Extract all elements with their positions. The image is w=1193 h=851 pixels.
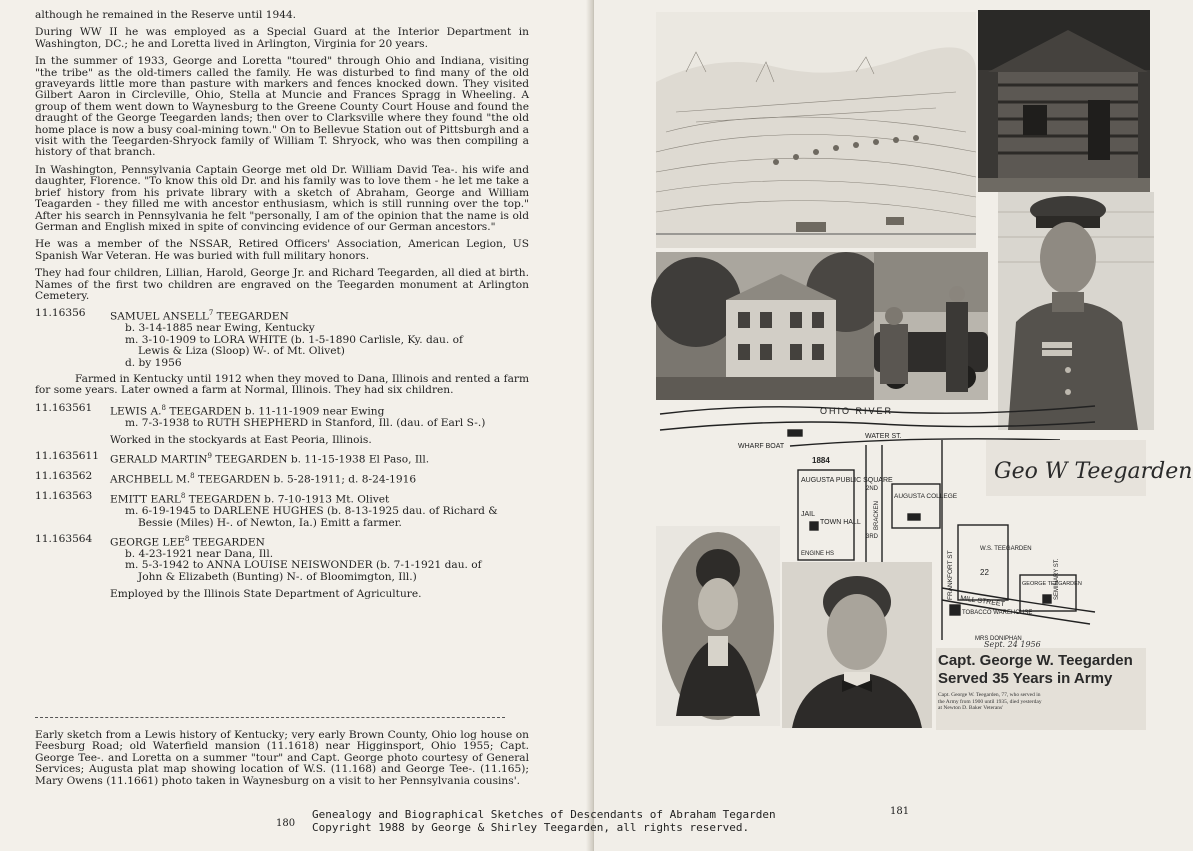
entry-surname: TEEGARDEN bbox=[213, 310, 289, 323]
signature: Geo W Teegarden bbox=[994, 459, 1193, 484]
entry-line: m. 5-3-1942 to ANNA LOUISE NEISWONDER (b. 7-1-1921 dau. of bbox=[125, 559, 482, 572]
newspaper-clipping bbox=[936, 640, 1146, 730]
entry-line: m. 6-19-1945 to DARLENE HUGHES (b. 8-13-1925 dau. of Richard & bbox=[125, 505, 498, 518]
entry-line: d. by 1956 bbox=[125, 356, 182, 369]
clipping-body: Capt. George W. Teegarden, 77, who served in the Army from 1900 until 1935, died yesterday at Newton D. Baker Veterans' bbox=[938, 692, 1042, 711]
entry-name: GERALD MARTIN bbox=[110, 454, 208, 466]
log-house-photo bbox=[978, 10, 1150, 192]
entry-detail: TEEGARDEN b. 11-11-1909 near Ewing bbox=[165, 405, 385, 418]
entry-number: 11.163562 bbox=[35, 470, 93, 483]
waterfield-mansion-photo bbox=[656, 252, 876, 400]
paragraph: although he remained in the Reserve until 1944. bbox=[35, 9, 297, 21]
map-label-engine-hs: ENGINE HS bbox=[801, 551, 835, 557]
entry-note: Employed by the Illinois State Department of Agriculture. bbox=[110, 588, 422, 601]
paragraph: He was a member of the NSSAR, Retired Officers' Association, American Legion, US Spanish War Veteran. He was buried with full military honors. bbox=[35, 238, 529, 262]
clipping-headline-line1: Capt. George W. Teegarden bbox=[938, 652, 1133, 669]
mary-owens-portrait bbox=[656, 526, 780, 726]
entry-line: John & Elizabeth (Bunting) N-. of Bloomimgton, Ill.) bbox=[138, 570, 417, 583]
page-number-right: 181 bbox=[890, 806, 910, 817]
entry-line: m. 7-3-1938 to RUTH SHEPHERD in Stanford, Ill. (dau. of Earl S-.) bbox=[125, 416, 486, 429]
genealogy-entry-gerald bbox=[35, 451, 529, 466]
map-label-george-teegarden: GEORGE TEEGARDEN bbox=[1022, 581, 1082, 587]
map-label-mill-street: MILL STREET bbox=[959, 595, 1006, 609]
man-portrait bbox=[782, 562, 932, 728]
entry-name: GEORGE LEE bbox=[110, 536, 185, 549]
entry-number: 11.163564 bbox=[35, 533, 93, 546]
map-label-3rd: 3RD bbox=[866, 534, 879, 540]
map-label-2nd: 2ND bbox=[866, 486, 879, 492]
paragraph: In Washington, Pennsylvania Captain George met old Dr. William David Tea-. his wife and daughter, Florence. "To know this old Dr. and his family was to love them - he let me take a brief history from his private library with a sketch of Abraham, George and William Teagarden - they filled me with ancestor enthusiasm, which is still running over the top." After his search in Pennsylvania he felt "personally, I am of the opinion that the name is old German and English mixed in spite of convincing evidence of our German ancestors." bbox=[35, 163, 529, 233]
entry-detail: TEEGARDEN b. 7-10-1913 Mt. Olivet bbox=[185, 493, 390, 506]
map-label-ws-teegarden: W.S. TEEGARDEN bbox=[980, 546, 1032, 552]
entry-line: b. 3-14-1885 near Ewing, Kentucky bbox=[125, 322, 315, 335]
left-page-text bbox=[35, 10, 529, 606]
map-label-town-hall: TOWN HALL bbox=[820, 519, 861, 526]
footer-title: Genealogy and Biographical Sketches of Descendants of Abraham Tegarden bbox=[312, 808, 776, 821]
right-page bbox=[594, 0, 1193, 851]
map-label-wharf: WHARF BOAT bbox=[738, 443, 785, 450]
map-label-tobacco-warehouse: TOBACCO WAREHOUSE bbox=[962, 610, 1033, 616]
map-label-water-st: WATER ST. bbox=[865, 433, 902, 440]
entry-detail: TEEGARDEN b. 5-28-1911; d. 8-24-1916 bbox=[194, 473, 417, 486]
map-label-frankfort-st: FRANKFORT ST bbox=[947, 550, 954, 600]
entry-line: Lewis & Liza (Sloop) W-. of Mt. Olivet) bbox=[138, 345, 345, 358]
entry-line: m. 3-10-1909 to LORA WHITE (b. 1-5-1890 Carlisle, Ky. dau. of bbox=[125, 333, 463, 346]
genealogy-entry-samuel bbox=[35, 308, 529, 369]
entry-line: b. 4-23-1921 near Dana, Ill. bbox=[125, 548, 274, 561]
generation-number: 9 bbox=[207, 452, 212, 461]
entry-note: Worked in the stockyards at East Peoria, Illinois. bbox=[110, 434, 372, 447]
genealogy-entry-emitt bbox=[35, 491, 529, 529]
map-label-augusta-public-square: AUGUSTA PUBLIC SQUARE bbox=[801, 477, 893, 484]
page-footer bbox=[312, 808, 776, 834]
map-label-augusta-college: AUGUSTA COLLEGE bbox=[894, 493, 958, 500]
generation-number: 8 bbox=[184, 535, 190, 544]
map-label-river: OHIO RIVER bbox=[820, 406, 894, 416]
generation-number: 7 bbox=[208, 309, 214, 318]
entry-name: EMITT EARL bbox=[110, 493, 181, 506]
captain-george-portrait bbox=[998, 192, 1154, 430]
paragraph: In the summer of 1933, George and Loretta "toured" through Ohio and Indiana, visiting "the tribe" as the old-timers called the family. He was disturbed to find many of the old graveyards little more than pasture with markers and fences knocked down. They visited Gilbert Aaron in Circleville, Ohio, Stella at Muncie and Frances Spragg in Wheeling. A group of them went down to Waynesburg to the Greene County Court House and found the draught of the George Teegarden lands; then over to Clarksville where they found "the old home place is now a busy coal-mining town." On to Bellevue Station out of Pittsburgh and a visit with the Teegarden-Shryock family of William T. Shryock, who was then compiling a history of that branch. bbox=[35, 55, 529, 159]
page-number-left: 180 bbox=[276, 818, 296, 829]
clipping-headline bbox=[938, 652, 1133, 688]
entry-name: ARCHBELL M. bbox=[110, 473, 191, 486]
genealogy-entry-george-lee bbox=[35, 534, 529, 601]
summer-tour-photo bbox=[874, 252, 988, 400]
entry-name: LEWIS A. bbox=[110, 405, 162, 418]
generation-number: 8 bbox=[180, 492, 186, 501]
generation-number: 8 bbox=[161, 403, 166, 412]
entry-number: 11.163563 bbox=[35, 490, 93, 503]
landscape-sketch bbox=[656, 12, 976, 248]
clipping-headline-line2: Served 35 Years in Army bbox=[938, 670, 1113, 687]
paragraph: During WW II he was employed as a Special Guard at the Interior Department in Washington, DC.; he and Loretta lived in Arlington, Virginia for 20 years. bbox=[35, 26, 529, 50]
map-label-mrs-doniphan: MRS DONIPHAN bbox=[975, 636, 1022, 642]
photo-caption: Early sketch from a Lewis history of Kentucky; very early Brown County, Ohio log house on Feesburg Road; old Waterfield mansion (11.1618) near Higginsport, Ohio 1955; Capt. George Tee-. and Loretta on a summer "tour" and Capt. George photo courtesy of General Services; Augusta plat map showing location of W.S. (11.168) and George Tee-. (11.165); Mary Owens (11.1661) photo taken in Waynesburg on a visit to her Pennsylvania cousins'. bbox=[35, 729, 529, 787]
entry-note: Farmed in Kentucky until 1912 when they moved to Dana, Illinois and rented a farm for some years. Later owned a farm at Normal, Illinois. They had six children. bbox=[35, 372, 529, 397]
entry-number: 11.16356 bbox=[35, 307, 86, 320]
map-label-jail: JAIL bbox=[801, 511, 816, 518]
map-label-lot-22: 22 bbox=[980, 568, 989, 577]
entry-surname: TEEGARDEN bbox=[189, 536, 265, 549]
genealogy-entry-lewis bbox=[35, 403, 529, 447]
entry-number: 11.163561 bbox=[35, 401, 93, 414]
map-label-seminary-st: SEMINARY ST. bbox=[1054, 558, 1060, 600]
entry-name: SAMUEL ANSELL bbox=[110, 310, 209, 323]
left-page bbox=[0, 0, 594, 851]
map-label-bracken: BRACKEN bbox=[874, 500, 880, 530]
caption-divider bbox=[35, 717, 505, 718]
footer-copyright: Copyright 1988 by George & Shirley Teegarden, all rights reserved. bbox=[312, 821, 750, 834]
paragraph: They had four children, Lillian, Harold, George Jr. and Richard Teegarden, all died at birth. Names of the first two children are engraved on the Teegarden monument at Arlington Cemetery. bbox=[35, 267, 529, 302]
generation-number: 8 bbox=[190, 472, 195, 481]
clipping-date: Sept. 24 1956 bbox=[984, 640, 1041, 649]
entry-number: 11.1635611 bbox=[35, 450, 100, 463]
map-year: 1884 bbox=[812, 456, 830, 465]
genealogy-entry-archbell bbox=[35, 471, 529, 486]
signature-clip bbox=[986, 440, 1193, 496]
entry-line: Bessie (Miles) H-. of Newton, Ia.) Emitt a farmer. bbox=[138, 516, 402, 529]
entry-detail: TEEGARDEN b. 11-15-1938 El Paso, Ill. bbox=[212, 454, 430, 466]
